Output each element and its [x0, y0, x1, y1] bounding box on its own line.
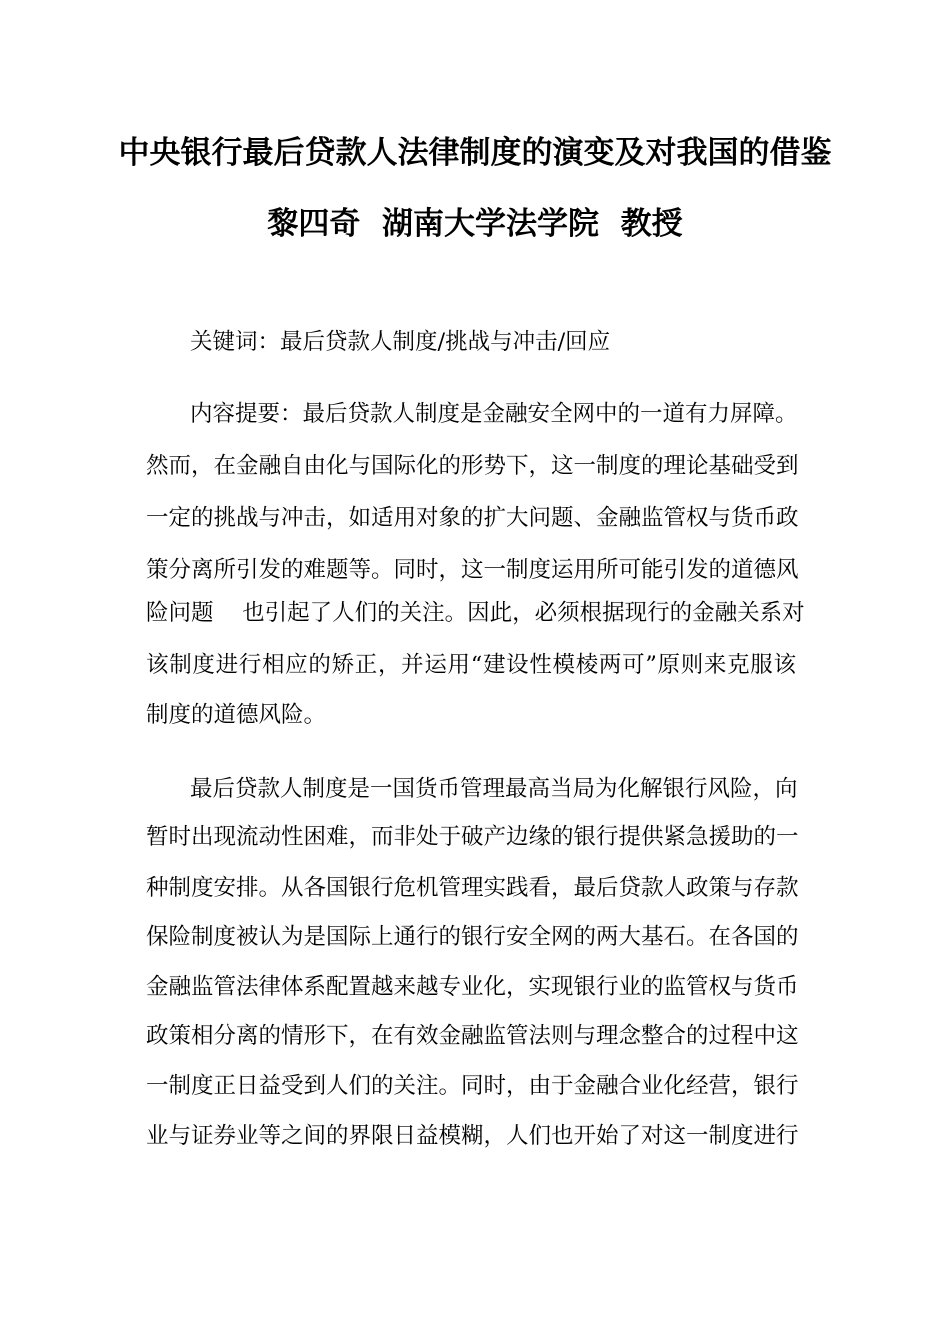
body-line: 一制度正日益受到人们的关注。同时，由于金融合业化经营，银行	[146, 1073, 799, 1099]
abstract-line: 险问题 也引起了人们的关注。因此，必须根据现行的金融关系对	[146, 600, 805, 626]
body-line: 业与证券业等之间的界限日益模糊，人们也开始了对这一制度进行	[146, 1123, 799, 1149]
abstract-line: 一定的挑战与冲击，如适用对象的扩大问题、金融监管权与货币政	[146, 505, 799, 531]
body-line: 种制度安排。从各国银行危机管理实践看，最后贷款人政策与存款	[146, 875, 799, 901]
abstract-line: 该制度进行相应的矫正，并运用“建设性模棱两可”原则来克服该	[146, 652, 796, 678]
author-byline: 黎四奇 湖南大学法学院 教授	[267, 206, 683, 242]
abstract-line: 制度的道德风险。	[146, 702, 327, 728]
abstract-line: 内容提要：最后贷款人制度是金融安全网中的一道有力屏障。	[190, 401, 798, 427]
body-line: 最后贷款人制度是一国货币管理最高当局为化解银行风险，向	[190, 776, 798, 802]
body-line: 金融监管法律体系配置越来越专业化，实现银行业的监管权与货币	[146, 974, 799, 1000]
document-title: 中央银行最后贷款人法律制度的演变及对我国的借鉴	[118, 135, 832, 171]
body-line: 保险制度被认为是国际上通行的银行安全网的两大基石。在各国的	[146, 924, 799, 950]
abstract-line: 然而，在金融自由化与国际化的形势下，这一制度的理论基础受到	[146, 453, 799, 479]
body-line: 暂时出现流动性困难，而非处于破产边缘的银行提供紧急援助的一	[146, 824, 799, 850]
body-line: 政策相分离的情形下，在有效金融监管法则与理念整合的过程中这	[146, 1023, 799, 1049]
abstract-line: 策分离所引发的难题等。同时，这一制度运用所可能引发的道德风	[146, 557, 799, 583]
keywords-line: 关键词：最后贷款人制度/挑战与冲击/回应	[190, 329, 611, 355]
